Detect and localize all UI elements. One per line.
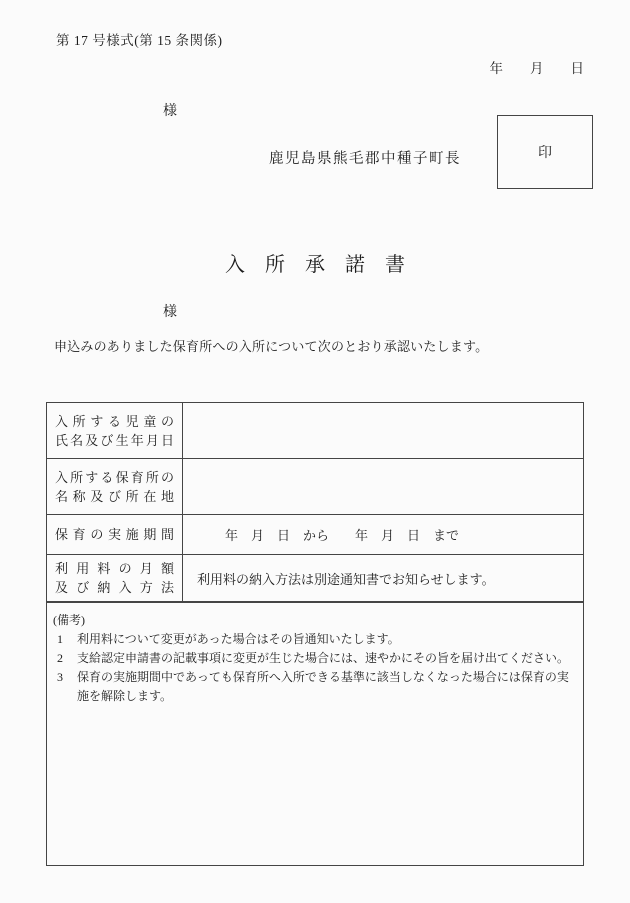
document-title: 入 所 承 諾 書 (225, 254, 405, 276)
row-value-nursery (183, 459, 583, 514)
form-number-text: 第 17 号様式(第 15 条関係) (56, 33, 223, 48)
row-label-child-name: 入所する児童の 氏名及び生年月日 (47, 403, 183, 458)
seal-label: 印 (538, 146, 552, 161)
table-row-care-period (47, 515, 583, 555)
remark-item-2 (53, 649, 575, 668)
remark-item-number: 1 (57, 632, 63, 646)
issue-date-text: 年 月 日 (489, 61, 584, 76)
remark-item-1 (53, 630, 575, 649)
row-label-nursery: 入所する保育所の 名称及び所在地 (47, 459, 183, 514)
table-row-fee (47, 555, 583, 601)
row-value-care-period: 年 月 日 から 年 月 日 まで (225, 528, 460, 543)
remarks-heading: (備考) (53, 613, 85, 627)
row-label-fee: 利用料の月額 及び納入方法 (47, 555, 183, 601)
table-row-child-name (47, 403, 583, 459)
addressee-top-honorific: 様 (163, 104, 177, 119)
mayor-signature-line: 鹿児島県熊毛郡中種子町長 (269, 151, 461, 167)
addressee-body-honorific: 様 (163, 305, 177, 320)
row-value-fee: 利用料の納入方法は別途通知書でお知らせします。 (197, 571, 495, 587)
remark-item-3 (53, 668, 575, 706)
remark-item-text: 支給認定申請書の記載事項に変更が生じた場合には、速やかにその旨を届け出てください。 (77, 651, 570, 665)
remark-item-number: 3 (57, 670, 63, 684)
seal-box (497, 115, 593, 189)
table-row-nursery (47, 459, 583, 515)
remark-item-text: 利用料について変更があった場合はその旨通知いたします。 (77, 632, 400, 646)
remark-item-number: 2 (57, 651, 63, 665)
intro-text: 申込みのありました保育所への入所について次のとおり承認いたします。 (54, 339, 489, 354)
admission-table (46, 402, 584, 602)
remark-item-text: 保育の実施期間中であっても保育所へ入所できる基準に該当しなくなった場合には保育の実施を解除します。 (77, 670, 569, 703)
row-label-care-period: 保育の実施期間 (47, 515, 183, 554)
remarks-box (46, 602, 584, 866)
row-value-child-name (183, 403, 583, 458)
